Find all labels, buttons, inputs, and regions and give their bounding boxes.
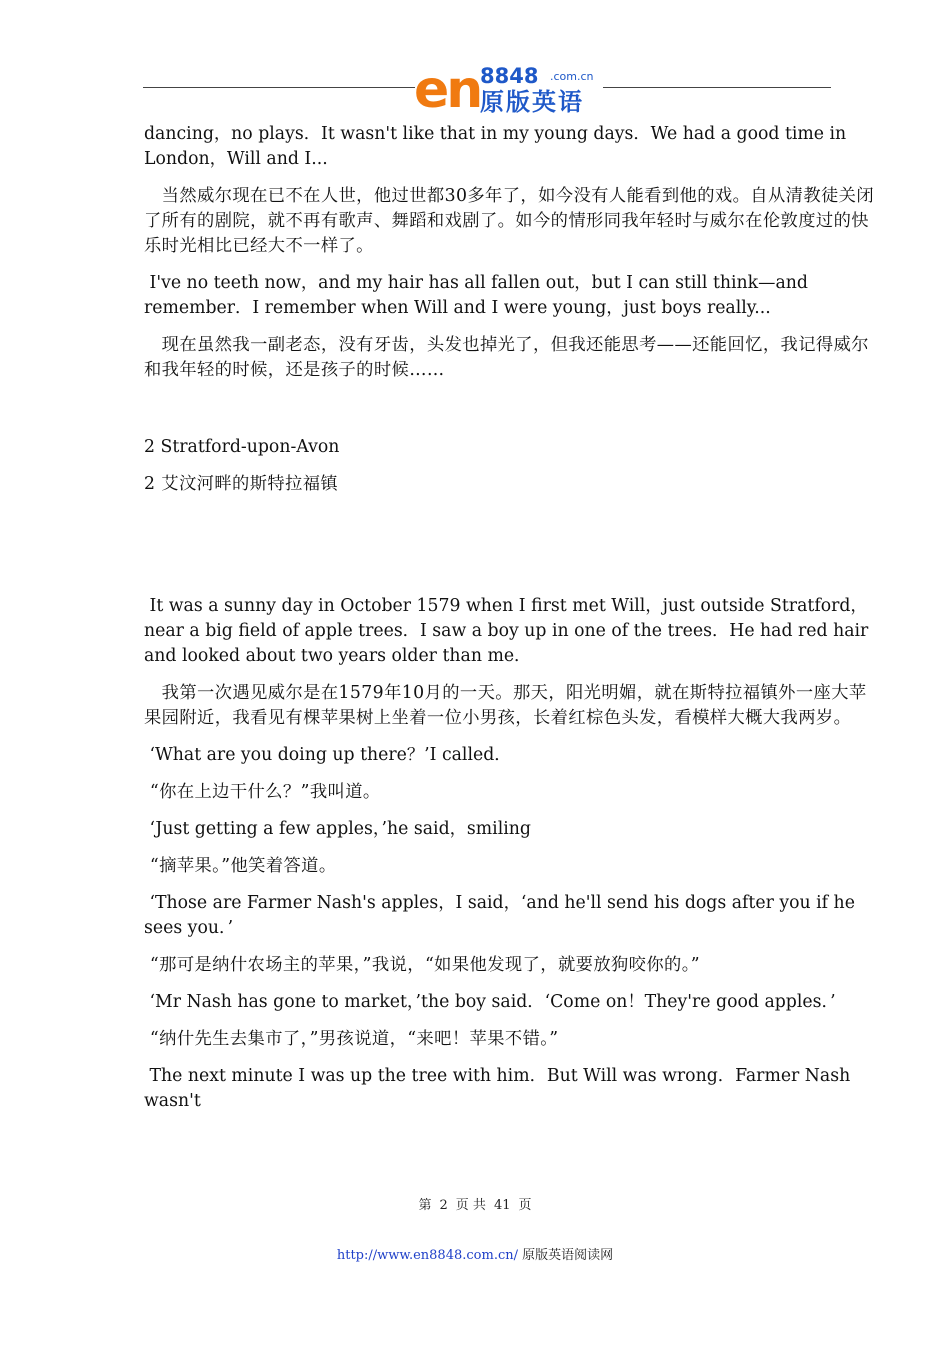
paragraph-cn: 我第一次遇见威尔是在1579年10月的一天。那天，阳光明媚，就在斯特拉福镇外一座大苹果园附近，我看见有棵苹果树上坐着一位小男孩，长着红棕色头发，看模样大概大我两岁。	[144, 683, 867, 728]
paragraph-cn: “摘苹果。”他笑着答道。	[144, 856, 337, 876]
paragraph-cn: “纳什先生去集市了，”男孩说道，“来吧！苹果不错。”	[144, 1029, 559, 1049]
logo-en-mark: en	[414, 60, 481, 120]
site-url-link[interactable]: http://www.en8848.com.cn/	[336, 1248, 518, 1263]
paragraph-cn: “你在上边干什么？”我叫道。	[144, 782, 381, 802]
page-number: 2	[439, 1198, 448, 1213]
paragraph-en: ‘What are you doing up there？’I called．	[144, 745, 512, 765]
paragraph-en: dancing，no plays．It wasn't like that in my young days．We had a good time in London，Will and I...	[144, 124, 852, 169]
document-body	[144, 122, 879, 1126]
site-logo	[414, 62, 604, 118]
page-prefix: 第	[418, 1198, 432, 1213]
page-header	[0, 60, 950, 122]
page-mid: 页 共	[455, 1198, 486, 1213]
logo-chinese-name: 原版英语	[480, 88, 584, 116]
page-total: 41	[493, 1198, 511, 1213]
paragraph-en: I've no teeth now，and my hair has all fallen out，but I can still think—and remember．I remember when Will and I were young，just boys really...	[144, 273, 814, 318]
page-suffix: 页	[518, 1198, 532, 1213]
spacer	[144, 395, 879, 435]
paragraph-cn: 当然威尔现在已不在人世，他过世都30多年了，如今没有人能看到他的戏。自从清教徒关闭了所有的剧院，就不再有歌声、舞蹈和戏剧了。如今的情形同我年轻时与威尔在伦敦度过的快乐时光相比已经大不一样了。	[144, 186, 875, 256]
chapter-title-en: 2 Stratford-upon-Avon	[144, 437, 340, 457]
spacer	[144, 509, 879, 594]
logo-domain-suffix: .com.cn	[550, 70, 594, 83]
paragraph-en: It was a sunny day in October 1579 when I first met Will，just outside Stratford，near a big field of apple trees．I saw a boy up in one of the trees．He had red hair and looked about two years older than me．	[144, 596, 874, 666]
site-name: 原版英语阅读网	[522, 1248, 614, 1263]
header-rule-right	[603, 87, 831, 88]
logo-number: 8848	[480, 64, 539, 88]
paragraph-en: ‘Just getting a few apples，’he said，smiling	[144, 819, 531, 839]
paragraph-en: ‘Those are Farmer Nash's apples，I said，‘and he'll send his dogs after you if he sees you．’	[144, 893, 861, 938]
paragraph-cn: 现在虽然我一副老态，没有牙齿，头发也掉光了，但我还能思考——还能回忆，我记得威尔和我年轻的时候，还是孩子的时候……	[144, 335, 869, 380]
paragraph-en: ‘Mr Nash has gone to market，’the boy said．‘Come on！They're good apples．’	[144, 992, 836, 1012]
site-footer	[0, 1247, 950, 1265]
chapter-title-cn: 2 艾汶河畔的斯特拉福镇	[144, 474, 339, 494]
paragraph-cn: “那可是纳什农场主的苹果，”我说，“如果他发现了，就要放狗咬你的。”	[144, 955, 700, 975]
paragraph-en: The next minute I was up the tree with him．But Will was wrong．Farmer Nash wasn't	[144, 1066, 856, 1111]
page-number-footer	[0, 1197, 950, 1215]
header-rule-left	[143, 87, 415, 88]
